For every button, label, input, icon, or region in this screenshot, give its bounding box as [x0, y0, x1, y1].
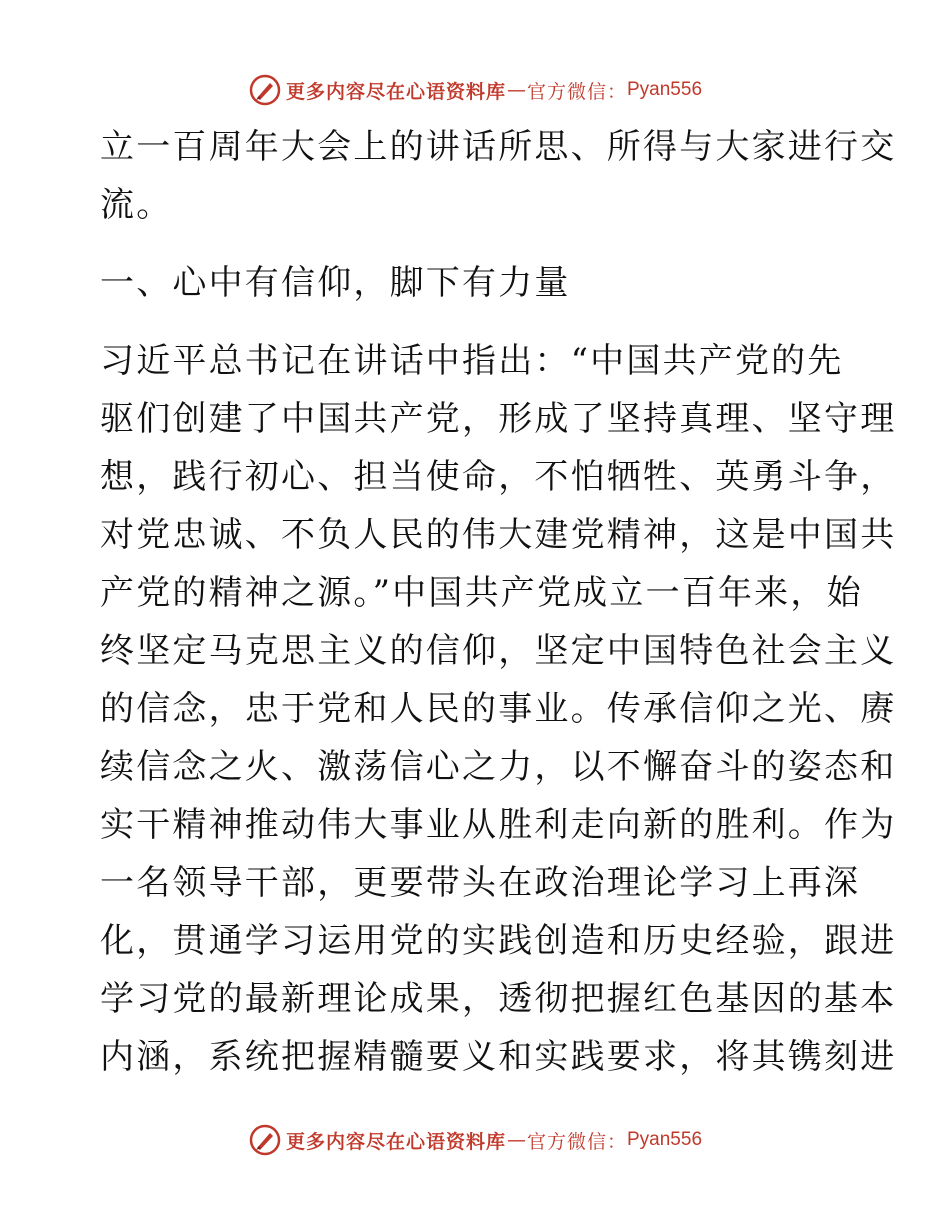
watermark-official-label: 官方微信：: [526, 80, 627, 103]
watermark-brand-text: 更多内容尽在心语资料库: [285, 1130, 506, 1153]
text-line: 流。: [100, 185, 173, 225]
text-line: 想，践行初心、担当使命，不怕牺牲、英勇斗争，: [100, 457, 897, 497]
text-line: 续信念之火、激荡信心之力，以不懈奋斗的姿态和: [100, 747, 897, 787]
text-line: 实干精神推动伟大事业从胜利走向新的胜利。作为: [100, 805, 897, 845]
text-line: 产党的精神之源。”中国共产党成立一百年来，始: [100, 573, 863, 613]
text-line: 学习党的最新理论成果，透彻把握红色基因的基本: [100, 979, 897, 1019]
watermark-wechat-id: Pyan556: [627, 1129, 703, 1150]
text-line: 立一百周年大会上的讲话所思、所得与大家进行交: [100, 127, 897, 167]
watermark-separator: —: [506, 1129, 526, 1151]
text-line: 的信念，忠于党和人民的事业。传承信仰之光、赓: [100, 689, 897, 729]
watermark-official-label: 官方微信：: [526, 1130, 627, 1153]
watermark-separator: —: [506, 79, 526, 101]
text-line: 终坚定马克思主义的信仰，坚定中国特色社会主义: [100, 631, 897, 671]
pen-logo-icon: [248, 1123, 282, 1157]
text-line: 对党忠诚、不负人民的伟大建党精神，这是中国共: [100, 515, 897, 555]
header-watermark: [0, 70, 950, 110]
pen-logo-icon: [248, 73, 282, 107]
text-line: 一名领导干部，更要带头在政治理论学习上再深: [100, 863, 861, 903]
text-line: 化，贯通学习运用党的实践创造和历史经验，跟进: [100, 921, 897, 961]
watermark-wechat-id: Pyan556: [627, 79, 703, 100]
section-heading: 一、心中有信仰，脚下有力量: [100, 263, 571, 303]
document-body: [100, 118, 897, 1086]
paragraph-1: [100, 118, 897, 234]
text-line: 内涵，系统把握精髓要义和实践要求，将其镌刻进: [100, 1037, 897, 1077]
watermark-brand-text: 更多内容尽在心语资料库: [285, 80, 506, 103]
paragraph-2: [100, 332, 897, 1086]
footer-watermark: [0, 1120, 950, 1160]
text-line: 驱们创建了中国共产党，形成了坚持真理、坚守理: [100, 399, 897, 439]
text-line: 习近平总书记在讲话中指出：“中国共产党的先: [100, 341, 844, 381]
